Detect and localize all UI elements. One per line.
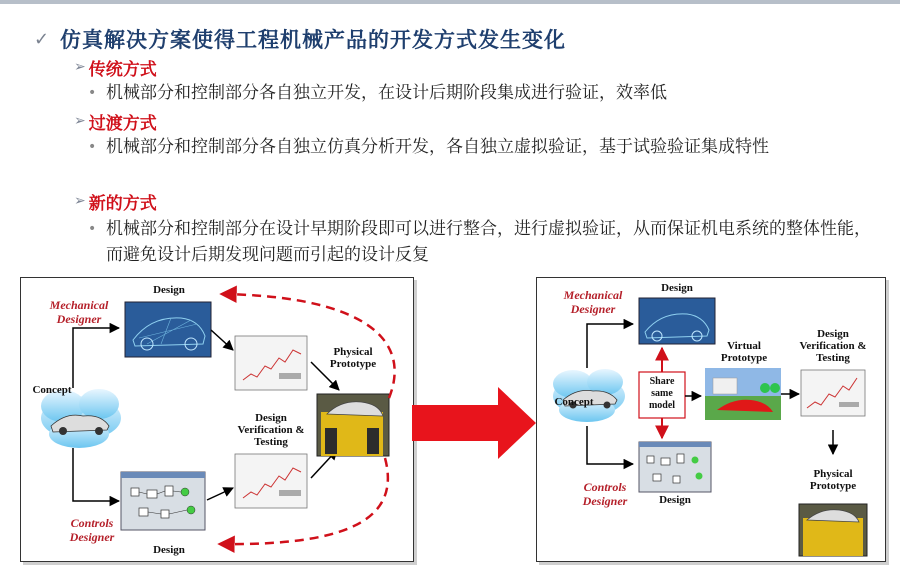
share-model-label: Share same model	[648, 376, 676, 411]
arrow-bullet-icon: ➢	[74, 113, 86, 129]
slide-title: 仿真解决方案使得工程机械产品的开发方式发生变化	[60, 28, 566, 52]
mechanical-designer-label: Mechanical Designer	[49, 298, 109, 326]
heading-text: 传统方式	[88, 59, 157, 80]
controls-designer-label: Controls Designer	[582, 480, 628, 508]
verification-label: Design Verification & Testing	[237, 412, 305, 448]
test-plot-lower	[235, 454, 307, 508]
slide-title-row	[34, 24, 566, 54]
section-heading-transition	[74, 110, 157, 132]
transition-arrow-icon	[410, 383, 540, 463]
controls-design-image	[121, 472, 205, 530]
physical-prototype-label: Physical Prototype	[329, 346, 377, 370]
physical-prototype-image	[317, 394, 389, 456]
design-label-bottom: Design	[153, 544, 185, 556]
bullet-text: 机械部分和控制部分在设计早期阶段即可以进行整合，进行虚拟验证，从而保证机电系统的整体性能，而避免设计后期发现问题而引起的设计反复	[106, 219, 871, 265]
virtual-prototype-image	[705, 368, 781, 420]
mechanical-designer-label: Mechanical Designer	[563, 288, 623, 316]
bullet-dot-icon: •	[88, 221, 97, 237]
mechanical-design-image	[125, 302, 211, 357]
mechanical-design-image	[639, 298, 715, 344]
test-plot	[801, 370, 865, 416]
bullet-traditional	[88, 80, 878, 106]
design-label-top: Design	[153, 284, 185, 296]
design-label-top: Design	[661, 282, 693, 294]
design-label-bottom: Design	[659, 494, 691, 506]
bullet-text: 机械部分和控制部分各自独立开发，在设计后期阶段集成进行验证，效率低	[106, 83, 667, 103]
bullet-dot-icon: •	[88, 85, 97, 101]
concept-cloud	[41, 389, 121, 448]
physical-prototype-image	[799, 504, 867, 556]
test-plot-upper	[235, 336, 307, 390]
concept-label: Concept	[554, 396, 594, 408]
top-divider	[0, 0, 900, 4]
controls-designer-label: Controls Designer	[69, 516, 115, 544]
heading-text: 新的方式	[88, 193, 157, 214]
heading-text: 过渡方式	[88, 113, 157, 134]
virtual-prototype-label: Virtual Prototype	[720, 340, 768, 364]
physical-prototype-label: Physical Prototype	[809, 468, 857, 492]
process-flow-graphic	[537, 278, 885, 561]
traditional-process-diagram	[20, 277, 414, 562]
bullet-dot-icon: •	[88, 139, 97, 155]
arrow-bullet-icon: ➢	[74, 59, 86, 75]
checkmark-icon: ✓	[34, 28, 50, 50]
arrow-bullet-icon: ➢	[74, 193, 86, 209]
bullet-transition	[88, 134, 878, 160]
verification-label: Design Verification & Testing	[799, 328, 867, 364]
section-heading-traditional	[74, 56, 157, 78]
bullet-text: 机械部分和控制部分各自独立仿真分析开发，各自独立虚拟验证，基于试验验证集成特性	[106, 137, 769, 157]
bullet-new	[88, 216, 878, 268]
concept-label: Concept	[32, 384, 72, 396]
new-process-diagram	[536, 277, 886, 562]
controls-design-image	[639, 442, 711, 492]
section-heading-new	[74, 190, 157, 212]
